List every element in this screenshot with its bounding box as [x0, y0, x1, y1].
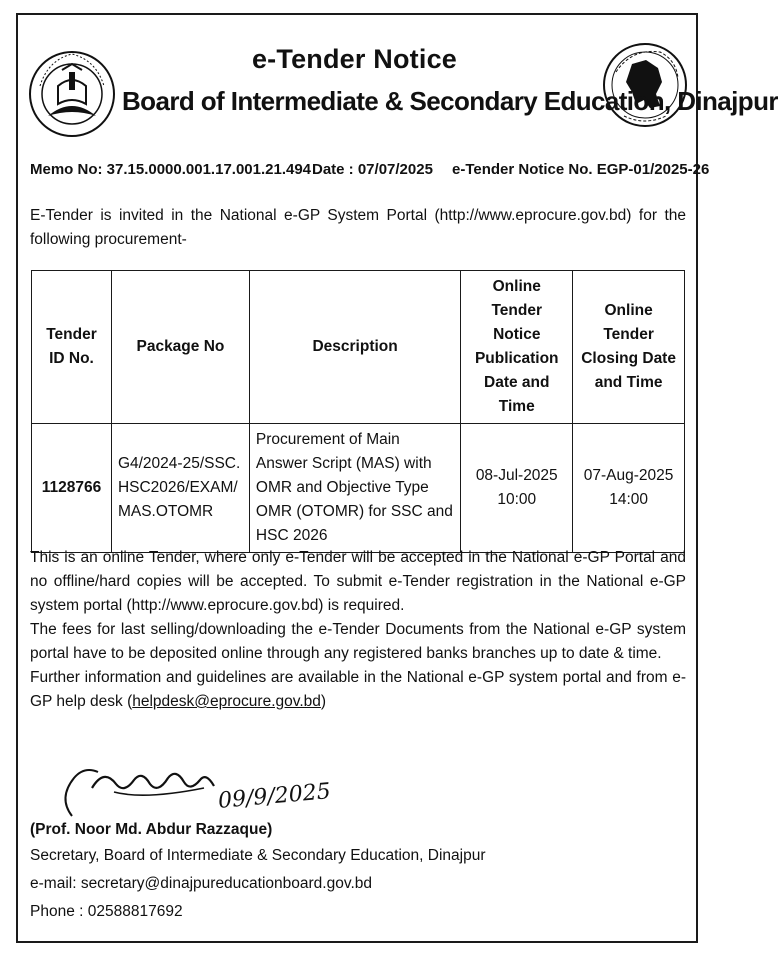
fees-paragraph: The fees for last selling/downloading the e-Tender Documents from the National e-GP system portal have to be deposited online through any registered banks branches up to date & time. — [30, 621, 686, 662]
helpdesk-email-link[interactable]: helpdesk@eprocure.gov.bd — [132, 693, 321, 710]
helpdesk-suffix: ) — [320, 693, 327, 710]
helpdesk-text: Further information and guidelines are available in the National e-GP system portal and from e-GP help desk ( — [30, 669, 686, 710]
signatory-name: (Prof. Noor Md. Abdur Razzaque) — [30, 821, 273, 838]
header-description: Description — [249, 271, 460, 424]
signatory-designation: Secretary, Board of Intermediate & Secondary Education, Dinajpur — [30, 847, 486, 864]
helpdesk-paragraph — [30, 666, 686, 714]
header-publication-date: Online Tender Notice Publication Date and Time — [461, 271, 573, 424]
organization-name: Board of Intermediate & Secondary Education, Dinajpur — [122, 86, 778, 116]
signatory-phone: Phone : 02588817692 — [30, 903, 183, 920]
closing-date-cell: 07-Aug-2025 14:00 — [573, 424, 685, 553]
memo-number: Memo No: 37.15.0000.001.17.001.21.494 — [30, 161, 312, 178]
header-closing-date: Online Tender Closing Date and Time — [573, 271, 685, 424]
header-tender-id: Tender ID No. — [32, 271, 112, 424]
table-row — [32, 424, 685, 553]
intro-paragraph: E-Tender is invited in the National e-GP System Portal (http://www.eprocure.gov.bd) for the following procurement- — [30, 207, 686, 248]
table-header-row — [32, 271, 685, 424]
signature-date: 09/9/2025 — [217, 779, 332, 814]
package-no-cell: G4/2024-25/SSC. HSC2026/EXAM/ MAS.OTOMR — [111, 424, 249, 553]
notice-title: e-Tender Notice — [251, 44, 458, 74]
memo-date: Date : 07/07/2025 — [312, 161, 433, 178]
publication-date-cell: 08-Jul-2025 10:00 — [461, 424, 573, 553]
signatory-email: e-mail: secretary@dinajpureducationboard.gov.bd — [30, 875, 372, 892]
header-package-no: Package No — [111, 271, 249, 424]
description-cell: Procurement of Main Answer Script (MAS) with OMR and Objective Type OMR (OTOMR) for SSC and HSC 2026 — [249, 424, 460, 553]
online-tender-paragraph: This is an online Tender, where only e-Tender will be accepted in the National e-GP Portal and no offline/hard copies will be accepted. To submit e-Tender registration in the National e-GP system portal (http://www.eprocure.gov.bd) is required. — [30, 549, 686, 614]
tender-table — [31, 270, 685, 553]
tender-id-cell: 1128766 — [32, 424, 112, 553]
tender-notice-number: e-Tender Notice No. EGP-01/2025-26 — [452, 161, 710, 178]
notice-body — [30, 546, 686, 714]
